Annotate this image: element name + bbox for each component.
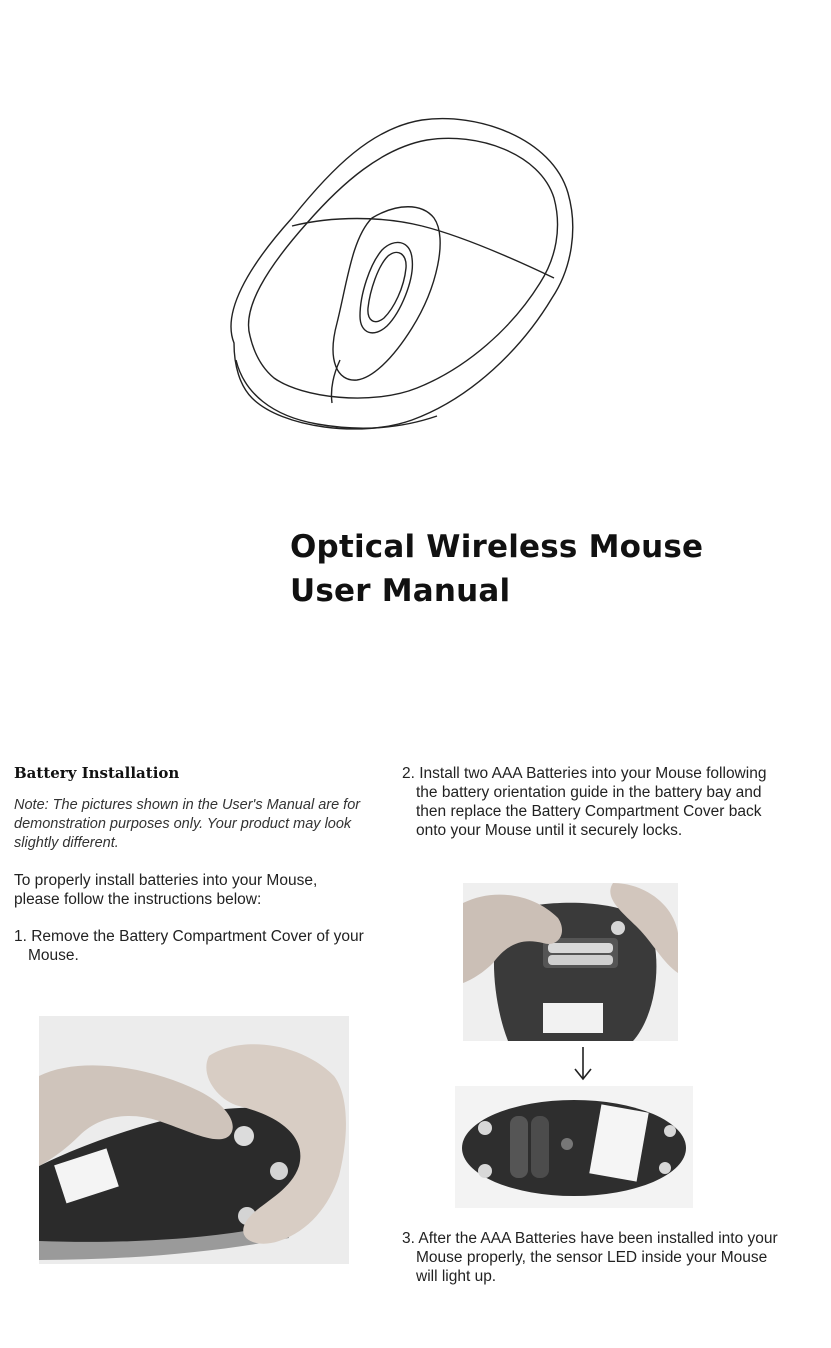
manual-title — [290, 525, 703, 613]
mouse-illustration — [222, 98, 582, 443]
down-arrow-icon — [572, 1045, 594, 1081]
step-1: 1. Remove the Battery Compartment Cover of your Mouse. — [14, 928, 364, 964]
title-line-1: Optical Wireless Mouse — [290, 529, 704, 565]
battery-installation-heading: Battery Installation — [14, 764, 180, 782]
step-3-block — [402, 1229, 782, 1286]
remove-cover-photo — [39, 1016, 349, 1264]
demonstration-note: Note: The pictures shown in the User's Manual are for demonstration purposes only. Your product may look slightly different. — [14, 797, 361, 851]
step-3: 3. After the AAA Batteries have been installed into your Mouse properly, the sensor LED inside your Mouse will light up. — [402, 1230, 778, 1285]
insert-batteries-photo — [463, 883, 678, 1041]
mouse-underside-photo — [455, 1086, 693, 1208]
step-2: 2. Install two AAA Batteries into your Mouse following the battery orientation guide in the battery bay and then replace the Battery Compartment Cover back onto your Mouse until it securely locks. — [402, 765, 767, 839]
intro-paragraph: To properly install batteries into your Mouse, please follow the instructions below: — [14, 872, 318, 908]
left-column — [14, 764, 364, 965]
title-line-2: User Manual — [290, 573, 511, 609]
right-column — [402, 764, 782, 840]
